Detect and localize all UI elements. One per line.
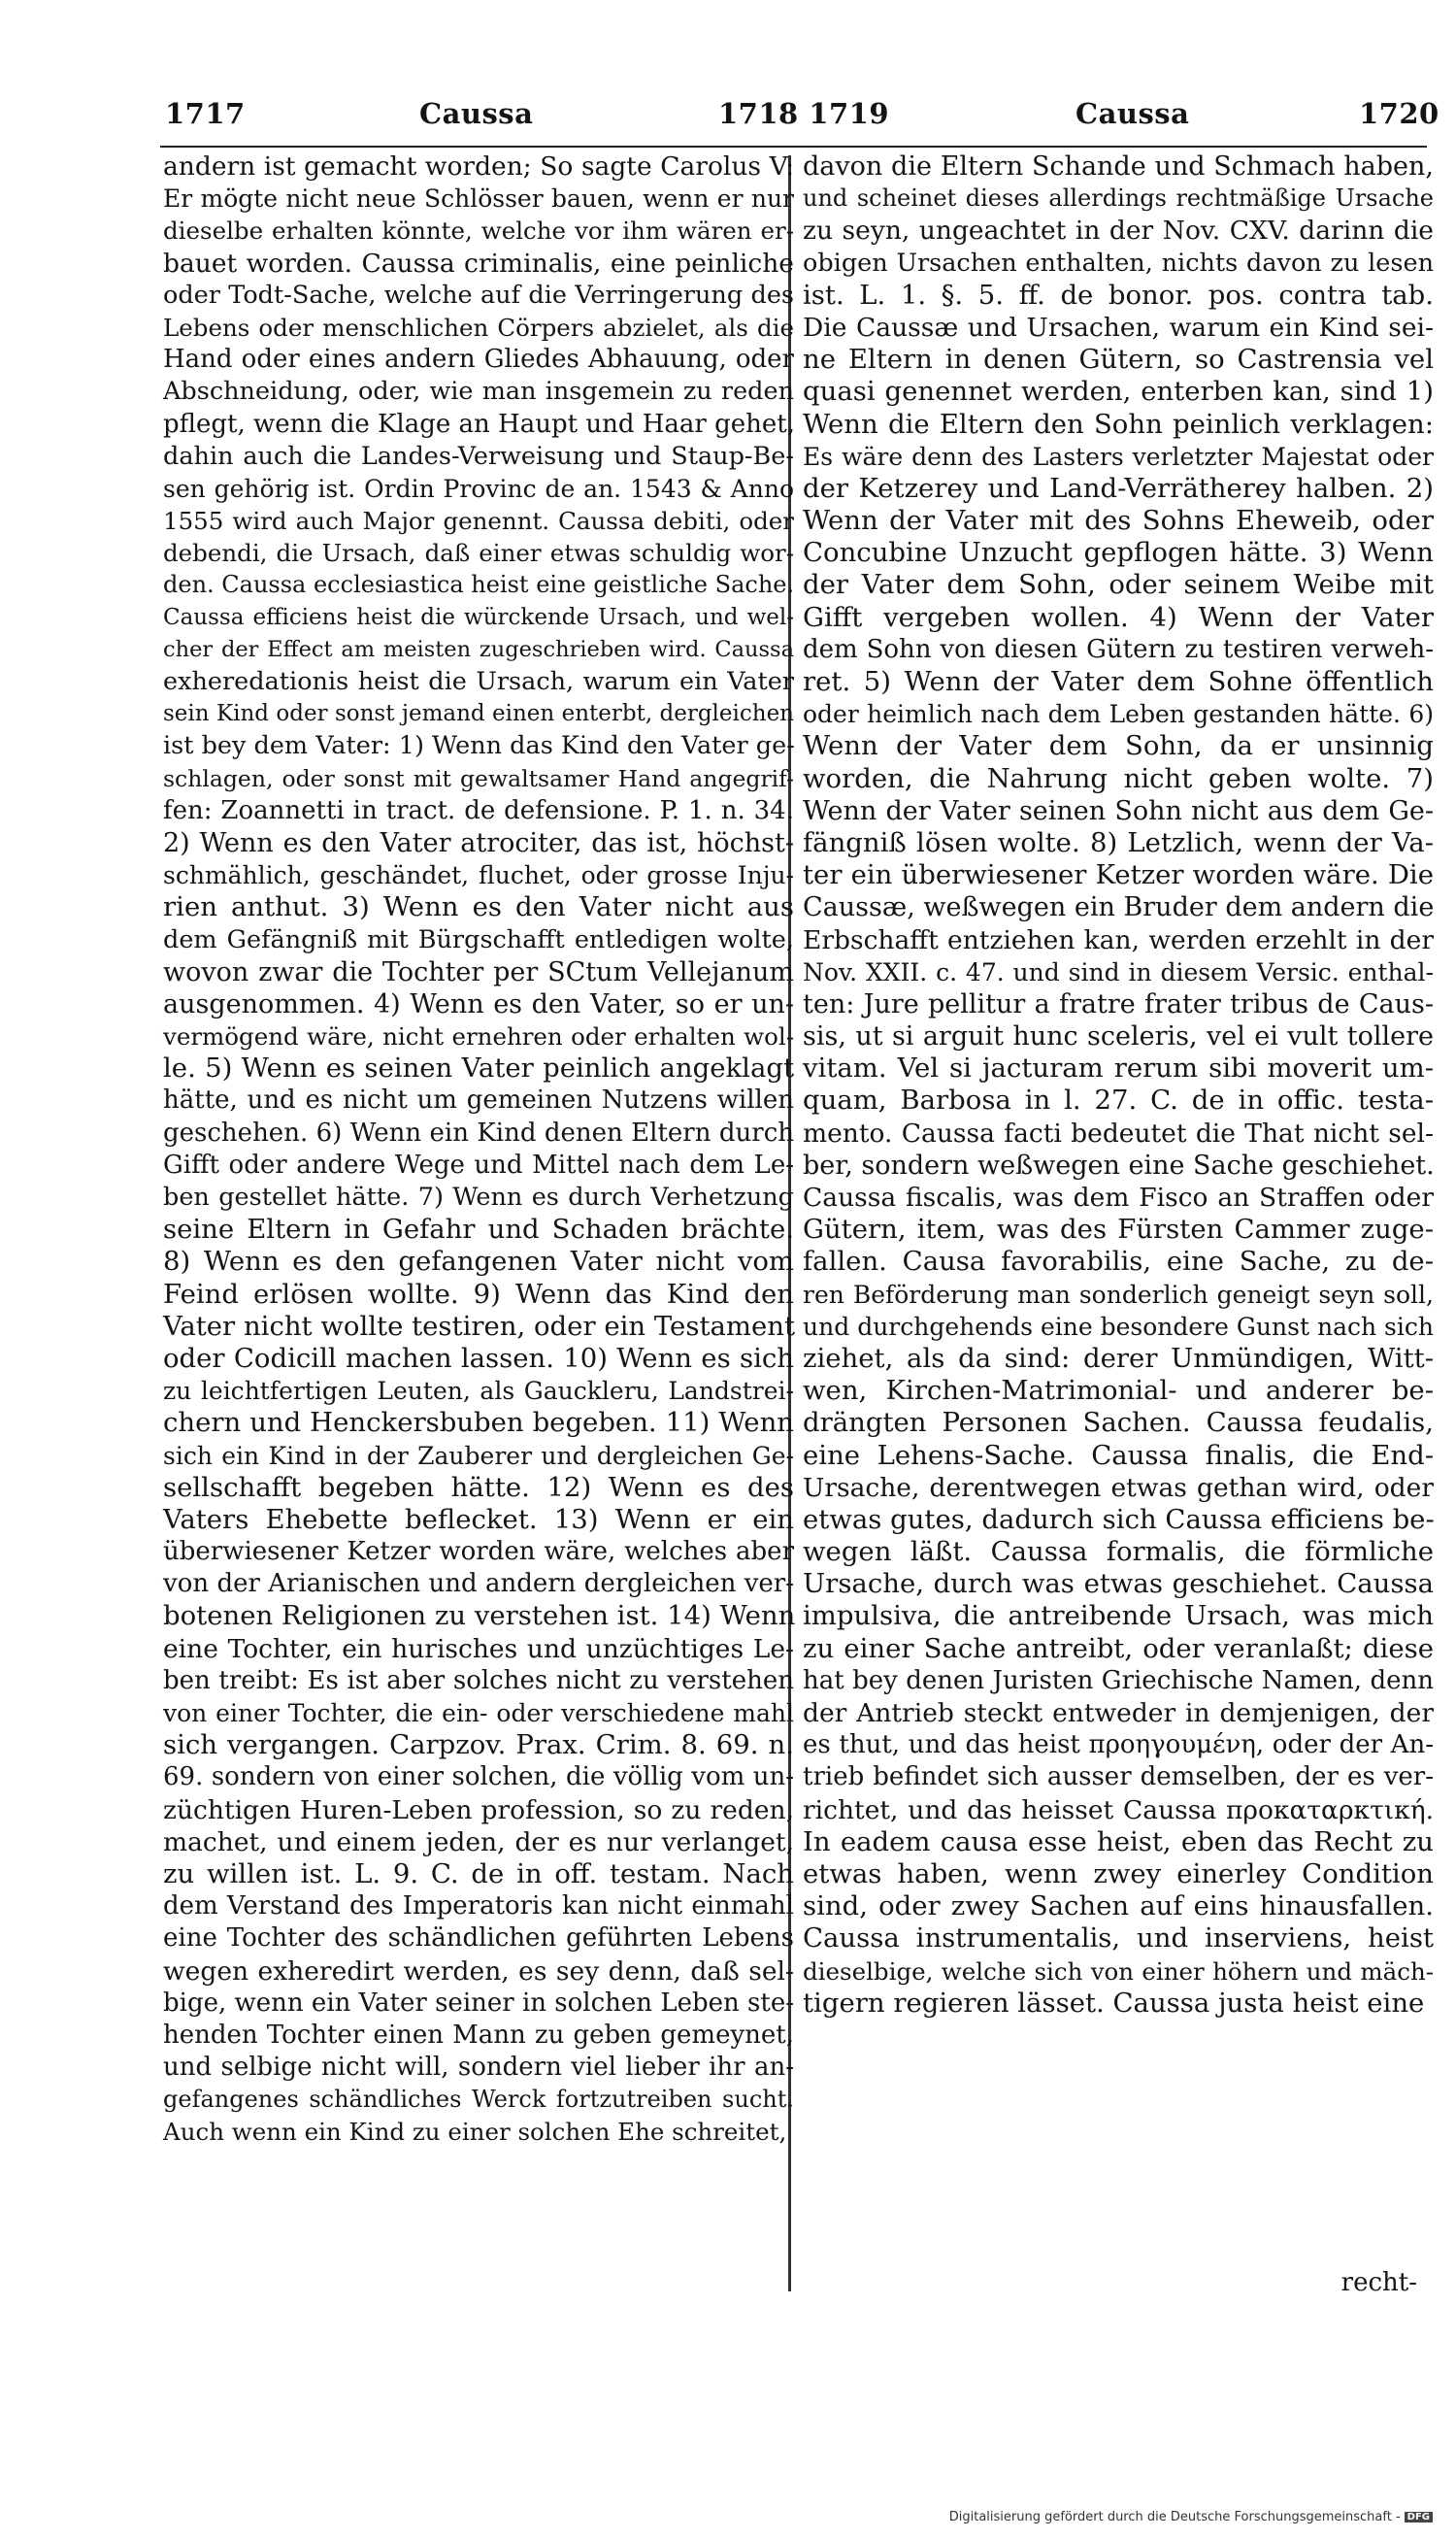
text-line: ren Beförderung man sonderlich geneigt seyn soll, xyxy=(803,1280,1434,1309)
text-line: etwas gutes, dadurch sich Caussa efficiens be- xyxy=(803,1503,1435,1535)
text-line: davon die Eltern Schande und Schmach haben, xyxy=(803,151,1434,182)
text-line: es thut, und das heist προηγουμένη, oder der An- xyxy=(803,1730,1434,1760)
text-line: Vaters Ehebette beflecket. 13) Wenn er ein xyxy=(163,1503,794,1535)
right-running-head: Caussa xyxy=(1075,97,1190,130)
text-line: sich vergangen. Carpzov. Prax. Crim. 8. 69. n. xyxy=(163,1729,794,1761)
text-line: überwiesener Ketzer worden wäre, welches aber xyxy=(163,1537,794,1567)
text-line: sellschafft begeben hätte. 12) Wenn es des xyxy=(163,1471,794,1503)
left-running-head: Caussa xyxy=(419,97,534,130)
text-line: wovon zwar die Tochter per SCtum Vellejanum xyxy=(163,956,794,987)
text-line: Gifft vergeben wollen. 4) Wenn der Vater xyxy=(803,601,1434,633)
text-line: schmählich, geschändet, fluchet, oder grosse Inju- xyxy=(163,861,794,890)
text-line: Lebens oder menschlichen Cörpers abzielet, als die xyxy=(163,313,794,342)
text-line: und selbige nicht will, sondern viel lieber ihr an- xyxy=(163,2053,794,2083)
text-line: Caussa instrumentalis, und inserviens, heist xyxy=(803,1922,1434,1954)
text-line: der Vater dem Sohn, oder seinem Weibe mit xyxy=(803,569,1434,601)
text-line: exheredationis heist die Ursach, warum ein Vater xyxy=(163,667,794,696)
text-line: den. Caussa ecclesiastica heist eine geistliche Sache. xyxy=(163,571,795,599)
text-line: impulsiva, die antreibende Ursach, was mich xyxy=(803,1600,1434,1632)
text-line: vermögend wäre, nicht ernehren oder erhalten wol- xyxy=(163,1022,794,1052)
text-line: eine Tochter des schändlichen geführten Lebens xyxy=(163,1923,794,1954)
text-line: mento. Caussa facti bedeutet die That nicht sel- xyxy=(803,1118,1434,1149)
dfg-logo: DFG xyxy=(1405,2512,1433,2522)
text-line: tigern regieren lässet. Caussa justa heist eine xyxy=(803,1987,1425,2019)
text-line: sen gehörig ist. Ordin Provinc de an. 1543 & Anno xyxy=(163,474,794,503)
text-line: Caussæ, weßwegen ein Bruder dem andern die xyxy=(803,892,1435,923)
left-text-column xyxy=(163,150,794,2149)
text-line: ne Eltern in denen Gütern, so Castrensia vel xyxy=(803,344,1434,376)
text-line: dieselbige, welche sich von einer höhern und mäch- xyxy=(803,1956,1434,1986)
text-line: worden, die Nahrung nicht geben wolte. 7) xyxy=(803,762,1434,794)
text-line: Vater nicht wollte testiren, oder ein Testament xyxy=(163,1310,796,1342)
page-header xyxy=(165,97,1439,144)
text-line: Feind erlösen wollte. 9) Wenn das Kind den xyxy=(163,1278,794,1310)
text-line: ret. 5) Wenn der Vater dem Sohne öffentlich xyxy=(803,666,1434,697)
text-line: Wenn der Vater dem Sohn, da er unsinnig xyxy=(803,730,1434,762)
text-line: ter ein überwiesener Ketzer worden wäre. Die xyxy=(803,859,1434,891)
text-line: Ursache, derentwegen etwas gethan wird, oder xyxy=(803,1472,1434,1503)
text-line: zu einer Sache antreibt, oder veranlaßt; diese xyxy=(803,1632,1434,1664)
text-line: cher der Effect am meisten zugeschrieben wird. Caussa xyxy=(163,636,794,662)
text-line: Gifft oder andere Wege und Mittel nach dem Le- xyxy=(163,1150,794,1180)
text-line: andern ist gemacht worden; So sagte Carolus V: xyxy=(163,151,794,182)
digitization-footer xyxy=(949,2510,1433,2524)
text-line: Erbschafft entziehen kan, werden erzehlt in der xyxy=(803,924,1434,955)
text-line: Er mögte nicht neue Schlösser bauen, wenn er nur xyxy=(163,184,794,214)
text-line: sind, oder zwey Sachen auf eins hinausfallen. xyxy=(803,1890,1434,1922)
text-line: hätte, und es nicht um gemeinen Nutzens willen xyxy=(163,1086,794,1116)
text-line: ausgenommen. 4) Wenn es den Vater, so er un- xyxy=(163,988,794,1019)
text-line: seine Eltern in Gefahr und Schaden brächte. xyxy=(163,1214,794,1246)
text-line: le. 5) Wenn es seinen Vater peinlich angeklagt xyxy=(163,1052,794,1085)
footer-text: Digitalisierung gefördert durch die Deutsche Forschungsgemeinschaft - xyxy=(948,2510,1401,2524)
text-line: trieb befindet sich ausser demselben, der es ver- xyxy=(803,1762,1434,1792)
text-line: und durchgehends eine besondere Gunst nach sich xyxy=(803,1312,1434,1341)
left-column-number: 1717 xyxy=(165,97,246,130)
text-line: sis, ut si arguit hunc sceleris, vel ei vult tollere xyxy=(803,1021,1434,1052)
text-line: richtet, und das heisset Caussa προκαταρκτική. xyxy=(803,1794,1434,1825)
text-line: etwas haben, wenn zwey einerley Condition xyxy=(803,1857,1434,1889)
text-line: geschehen. 6) Wenn ein Kind denen Eltern durch xyxy=(163,1118,794,1148)
text-line: hat bey denen Juristen Griechische Namen, denn xyxy=(803,1665,1434,1695)
text-line: 69. sondern von einer solchen, die völlig vom un- xyxy=(163,1762,794,1792)
text-line: ben gestellet hätte. 7) Wenn es durch Verhetzung xyxy=(163,1183,794,1212)
text-line: Abschneidung, oder, wie man insgemein zu reden xyxy=(163,377,794,407)
text-line: wegen läßt. Caussa formalis, die förmliche xyxy=(803,1536,1434,1568)
text-line: von einer Tochter, die ein- oder verschiedene mahl xyxy=(163,1699,794,1727)
text-line: chern und Henckersbuben begeben. 11) Wenn xyxy=(163,1407,794,1439)
text-line: rien anthut. 3) Wenn es den Vater nicht aus xyxy=(163,891,794,923)
text-line: Ursache, durch was etwas geschiehet. Caussa xyxy=(803,1568,1434,1600)
text-line: bige, wenn ein Vater seiner in solchen Leben ste- xyxy=(163,1988,794,2018)
text-line: von der Arianischen und andern dergleichen ver- xyxy=(163,1569,794,1599)
text-line: debendi, die Ursach, daß einer etwas schuldig wor- xyxy=(163,539,794,568)
text-line: ben treibt: Es ist aber solches nicht zu verstehen xyxy=(163,1665,794,1695)
text-line: fen: Zoannetti in tract. de defensione. P. 1. n. 34. xyxy=(163,795,794,825)
text-line: ziehet, als da sind: derer Unmündigen, Witt- xyxy=(803,1342,1434,1374)
text-line: Wenn der Vater seinen Sohn nicht aus dem Ge- xyxy=(803,795,1434,826)
text-line: und scheinet dieses allerdings rechtmäßige Ursache xyxy=(803,184,1434,213)
text-line: ist. L. 1. §. 5. ff. de bonor. pos. contra tab. xyxy=(803,279,1434,311)
text-line: Hand oder eines andern Gliedes Abhauung, oder xyxy=(163,345,794,375)
text-line: quasi genennet werden, enterben kan, sind 1) xyxy=(803,376,1434,408)
text-line: zu willen ist. L. 9. C. de in off. testam. Nach xyxy=(163,1857,794,1889)
text-line: vitam. Vel si jacturam rerum sibi moverit um- xyxy=(803,1052,1434,1085)
text-line: gefangenes schändliches Werck fortzutreiben sucht. xyxy=(163,2086,794,2114)
text-line: Nov. XXII. c. 47. und sind in diesem Versic. enthal- xyxy=(803,957,1434,986)
text-line: der Ketzerey und Land-Verrätherey halben. 2) xyxy=(803,472,1434,504)
text-line: ist bey dem Vater: 1) Wenn das Kind den Vater ge- xyxy=(163,731,795,761)
text-line: dem Gefängniß mit Bürgschafft entledigen wolte, xyxy=(163,924,794,954)
text-line: Concubine Unzucht gepflogen hätte. 3) Wenn xyxy=(803,537,1434,569)
text-line: züchtigen Huren-Leben profession, so zu reden, xyxy=(163,1794,794,1825)
text-line: obigen Ursachen enthalten, nichts davon zu lesen xyxy=(803,248,1434,278)
text-line: machet, und einem jeden, der es nur verlanget, xyxy=(163,1826,794,1857)
text-line: Caussa efficiens heist die würckende Ursach, und wel- xyxy=(163,604,794,630)
text-line: henden Tochter einen Mann zu geben gemeynet, xyxy=(163,2020,794,2050)
text-line: 2) Wenn es den Vater atrociter, das ist, höchst- xyxy=(163,827,794,858)
text-line: zu seyn, ungeachtet in der Nov. CXV. darinn die xyxy=(803,216,1434,247)
text-line: zu leichtfertigen Leuten, als Gauckleru, Landstrei- xyxy=(163,1377,794,1406)
text-line: dem Verstand des Imperatoris kan nicht einmahl xyxy=(163,1891,794,1921)
text-line: quam, Barbosa in l. 27. C. de in offic. testa- xyxy=(803,1085,1434,1117)
text-line: Wenn der Vater mit des Sohns Eheweib, oder xyxy=(803,505,1434,537)
text-line: fängniß lösen wolte. 8) Letzlich, wenn der Va- xyxy=(803,826,1434,858)
text-line: sich ein Kind in der Zauberer und dergleichen Ge- xyxy=(163,1441,794,1470)
text-line: eine Tochter, ein hurisches und unzüchtiges Le- xyxy=(163,1633,794,1664)
text-line: 1555 wird auch Major genennt. Caussa debiti, oder xyxy=(163,507,794,536)
text-line: Die Caussæ und Ursachen, warum ein Kind sei- xyxy=(803,312,1434,343)
text-line: pflegt, wenn die Klage an Haupt und Haar gehet, xyxy=(163,409,795,439)
text-line: wen, Kirchen-Matrimonial- und anderer be- xyxy=(803,1375,1434,1407)
text-line: ber, sondern weßwegen eine Sache geschiehet. xyxy=(803,1150,1435,1181)
text-line: wegen exheredirt werden, es sey denn, daß sel- xyxy=(163,1955,794,1987)
text-line: oder heimlich nach dem Leben gestanden hätte. 6) xyxy=(803,700,1434,729)
text-line: Caussa fiscalis, was dem Fisco an Straffen oder xyxy=(803,1183,1434,1213)
text-line: Wenn die Eltern den Sohn peinlich verklagen: xyxy=(803,408,1434,440)
text-line: ten: Jure pellitur a fratre frater tribus de Caus- xyxy=(803,988,1434,1019)
right-column-number: 1720 xyxy=(1359,97,1439,130)
text-line: sein Kind oder sonst jemand einen enterbt, dergleichen xyxy=(163,701,794,727)
catchword: recht- xyxy=(1340,2268,1417,2297)
text-line: dahin auch die Landes-Verweisung und Staup-Be- xyxy=(163,441,794,471)
right-text-column xyxy=(803,150,1434,2020)
header-rule xyxy=(160,146,1427,148)
text-line: oder Codicill machen lassen. 10) Wenn es sich xyxy=(163,1342,794,1374)
text-line: drängten Personen Sachen. Caussa feudalis, xyxy=(803,1407,1434,1439)
text-line: Auch wenn ein Kind zu einer solchen Ehe schreitet, xyxy=(163,2118,787,2147)
text-line: 8) Wenn es den gefangenen Vater nicht vom xyxy=(163,1246,794,1278)
text-line: fallen. Causa favorabilis, eine Sache, zu de- xyxy=(803,1246,1434,1278)
text-line: dieselbe erhalten könnte, welche vor ihm wären er- xyxy=(163,217,794,246)
text-line: schlagen, oder sonst mit gewaltsamer Hand angegrif- xyxy=(163,764,794,792)
text-line: eine Lehens-Sache. Caussa finalis, die End- xyxy=(803,1439,1434,1471)
middle-column-numbers: 1718 1719 xyxy=(718,97,890,130)
text-line: Es wäre denn des Lasters verletzter Majestat oder xyxy=(803,442,1434,471)
text-line: dem Sohn von diesen Gütern zu testiren verweh- xyxy=(803,634,1434,664)
text-line: botenen Religionen zu verstehen ist. 14) Wenn xyxy=(163,1600,796,1632)
text-line: oder Todt-Sache, welche auf die Verringerung des xyxy=(163,280,794,310)
text-line: bauet worden. Caussa criminalis, eine peinliche xyxy=(163,248,794,279)
text-line: der Antrieb steckt entweder in demjenigen, der xyxy=(803,1698,1434,1728)
text-line: Gütern, item, was des Fürsten Cammer zuge- xyxy=(803,1214,1434,1246)
text-line: In eadem causa esse heist, eben das Recht zu xyxy=(803,1825,1434,1857)
